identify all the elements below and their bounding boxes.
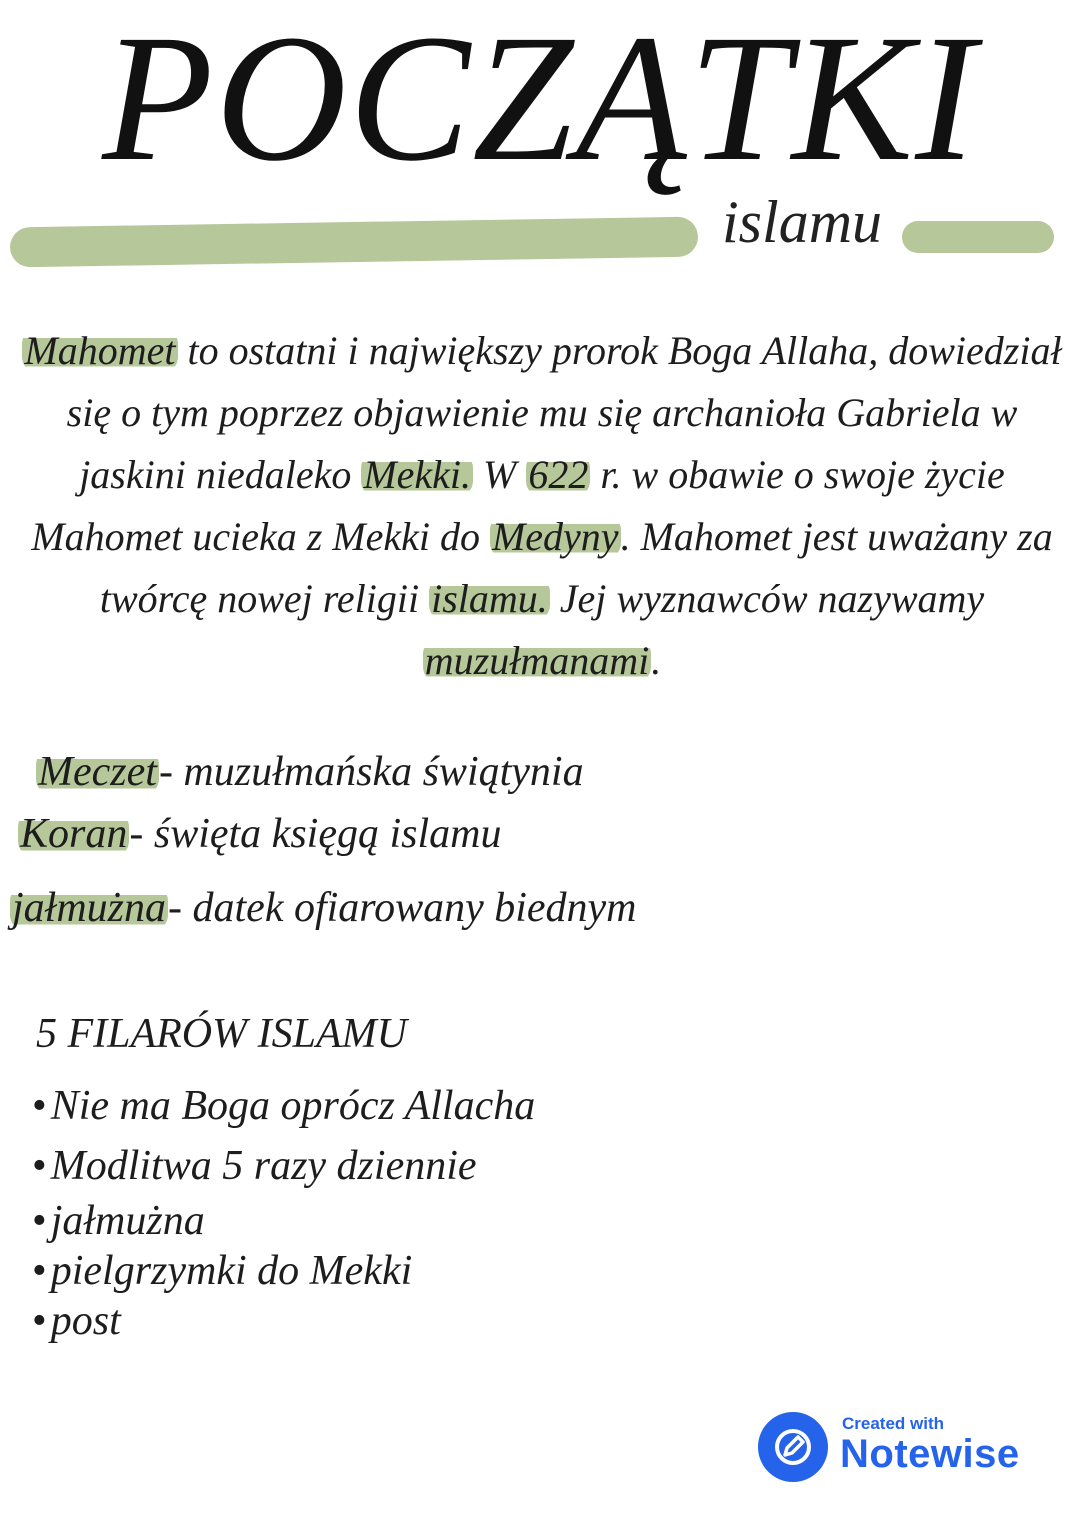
intro-paragraph bbox=[12, 320, 1072, 692]
page-subtitle: islamu bbox=[722, 189, 883, 255]
bullet-icon: • bbox=[32, 1083, 47, 1129]
page-title: POCZĄTKI bbox=[102, 0, 978, 199]
paragraph-text: . Mahomet jest uważany za twórcę nowej religii bbox=[99, 514, 1053, 621]
highlight-islamu: islamu. bbox=[431, 576, 548, 621]
bullet-icon: • bbox=[32, 1198, 47, 1244]
highlight-mahomet: Mahomet bbox=[24, 328, 176, 373]
list-item: •Nie ma Boga oprócz Allacha bbox=[32, 1083, 536, 1129]
highlight-medyny: Medyny bbox=[491, 514, 619, 559]
definition-term: Meczet bbox=[38, 749, 157, 795]
bullet-icon: • bbox=[32, 1143, 47, 1189]
paragraph-text: Jej wyznawców nazywamy bbox=[549, 576, 985, 621]
definition-text: - święta księgą islamu bbox=[129, 811, 502, 857]
definition-item bbox=[18, 810, 502, 858]
highlight-year: 622 bbox=[528, 452, 589, 497]
watermark-brand: Notewise bbox=[840, 1432, 1020, 1476]
pencil-icon bbox=[772, 1426, 814, 1468]
paragraph-text: W bbox=[473, 452, 527, 497]
list-item: •post bbox=[32, 1298, 121, 1344]
notewise-watermark bbox=[758, 1412, 1048, 1482]
highlight-muzulmanami: muzułmanami bbox=[424, 638, 650, 683]
definition-term: jałmużna bbox=[12, 885, 167, 931]
paragraph-text: to ostatni i największy prorok Boga Allaha, dowiedział się o tym poprzez objawienie mu się archanioła Gabriela w jaskini niedaleko bbox=[66, 328, 1062, 497]
definition-item bbox=[10, 884, 637, 932]
bullet-icon: • bbox=[32, 1298, 47, 1344]
decorative-stroke-left bbox=[10, 217, 699, 268]
highlight-mekki: Mekki. bbox=[363, 452, 472, 497]
definition-text: - datek ofiarowany biednym bbox=[168, 885, 637, 931]
list-item: •jałmużna bbox=[32, 1198, 205, 1244]
notewise-logo bbox=[758, 1412, 828, 1482]
paragraph-text: r. w obawie o swoje życie Mahomet ucieka z Mekki do bbox=[31, 452, 1005, 559]
definition-item bbox=[36, 748, 584, 796]
definition-term: Koran bbox=[20, 811, 128, 857]
pillars-heading: 5 FILARÓW ISLAMU bbox=[36, 1011, 407, 1057]
list-item: •Modlitwa 5 razy dziennie bbox=[32, 1143, 477, 1189]
list-item: •pielgrzymki do Mekki bbox=[32, 1248, 413, 1294]
definition-text: - muzułmańska świątynia bbox=[158, 749, 584, 795]
decorative-stroke-right bbox=[902, 221, 1054, 253]
bullet-icon: • bbox=[32, 1248, 47, 1294]
paragraph-text: . bbox=[651, 638, 662, 683]
pillars-list bbox=[32, 1076, 535, 1346]
watermark-caption: Created with bbox=[842, 1414, 945, 1433]
